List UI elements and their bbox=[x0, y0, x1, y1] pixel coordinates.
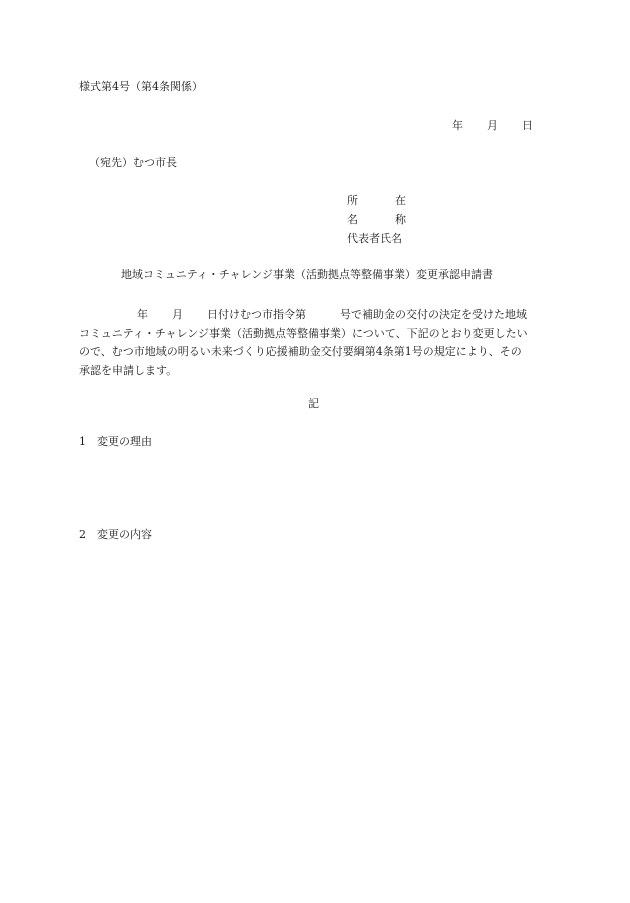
body-year: 年 bbox=[137, 308, 148, 321]
name-label-char-2: 称 bbox=[395, 213, 406, 226]
date-line bbox=[452, 120, 533, 131]
address-label-char-2: 在 bbox=[395, 194, 406, 207]
ki-heading: 記 bbox=[308, 397, 319, 410]
name-label-char-1: 名 bbox=[347, 213, 358, 226]
document-title: 地域コミュニティ・チャレンジ事業（活動拠点等整備事業）変更承認申請書 bbox=[121, 268, 494, 281]
applicant-block bbox=[347, 195, 406, 252]
section-change-content bbox=[79, 529, 152, 540]
section-label: 変更の内容 bbox=[97, 528, 152, 541]
body-line-1-mid: 日付けむつ市指令第 bbox=[207, 308, 306, 321]
body-line-4: 承認を申請します。 bbox=[79, 363, 178, 377]
address-row bbox=[347, 195, 406, 214]
date-month-label: 月 bbox=[487, 119, 498, 132]
form-number: 様式第4号（第4条関係） bbox=[79, 80, 203, 93]
body-paragraph bbox=[79, 306, 551, 380]
section-change-reason bbox=[79, 436, 152, 447]
body-line-2: コミュニティ・チャレンジ事業（活動拠点等整備事業）について、下記のとおり変更したい bbox=[79, 326, 528, 340]
section-label: 変更の理由 bbox=[97, 435, 152, 448]
section-number: 2 bbox=[79, 528, 86, 541]
address-label-char-1: 所 bbox=[347, 194, 358, 207]
addressee: （宛先）むつ市長 bbox=[89, 156, 177, 169]
date-day-label: 日 bbox=[522, 119, 533, 132]
date-year-label: 年 bbox=[452, 119, 463, 132]
body-month: 月 bbox=[172, 308, 183, 321]
representative-label: 代表者氏名 bbox=[347, 232, 402, 245]
body-line-1-end: 号で補助金の交付の決定を受けた地域 bbox=[340, 308, 527, 321]
representative-row bbox=[347, 233, 406, 252]
body-line-1 bbox=[79, 306, 551, 325]
name-row bbox=[347, 214, 406, 233]
section-number: 1 bbox=[79, 435, 86, 448]
body-line-3: ので、むつ市地域の明るい未来づくり応援補助金交付要綱第4条第1号の規定により、その bbox=[79, 345, 522, 358]
